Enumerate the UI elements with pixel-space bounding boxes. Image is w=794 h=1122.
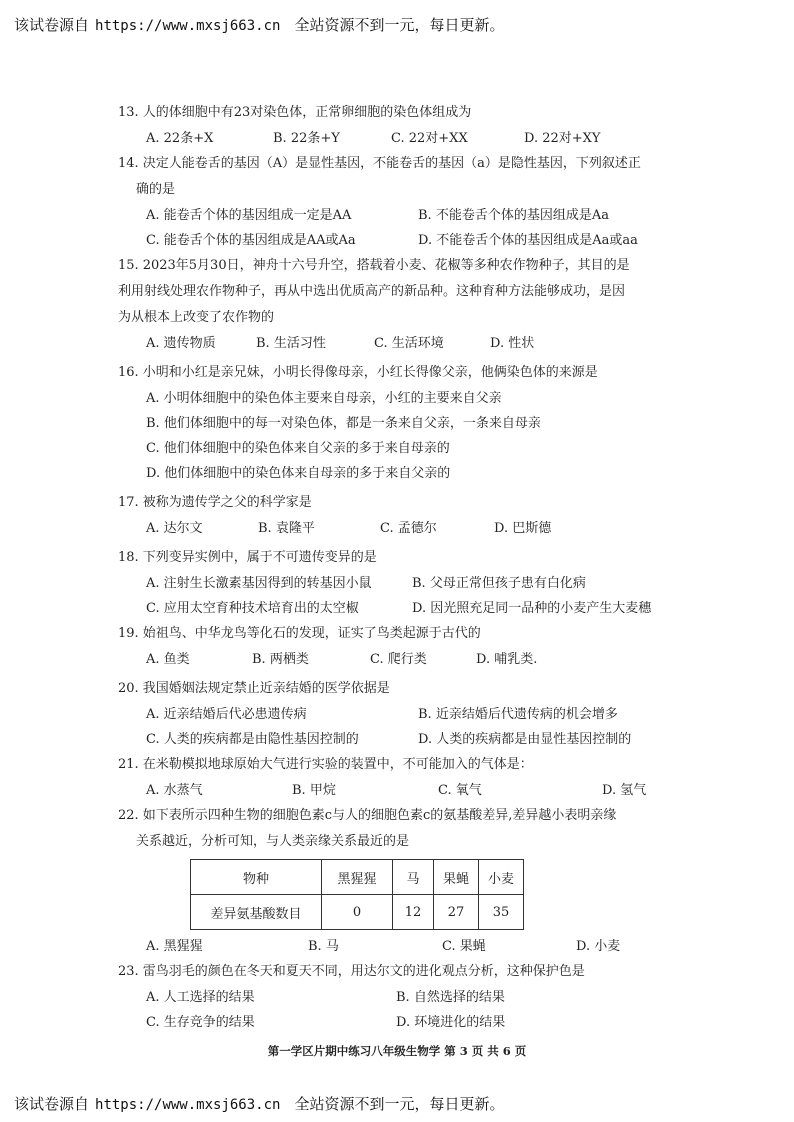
table-cell: 27 xyxy=(434,895,479,930)
table-cell: 差异氨基酸数目 xyxy=(191,895,322,930)
option-d: D. 他们体细胞中的染色体来自母亲的多于来自父亲的 xyxy=(146,466,451,481)
option-c: C. 人类的疾病都是由隐性基因控制的 xyxy=(146,732,359,747)
option-a: A. 小明体细胞中的染色体主要来自母亲，小红的主要来自父亲 xyxy=(146,391,502,406)
option-c: C. 孟德尔 xyxy=(380,521,437,536)
option-a: A. 人工选择的结果 xyxy=(146,990,255,1005)
question-stem: 下列变异实例中，属于不可遗传变异的是 xyxy=(142,550,377,565)
options-row xyxy=(118,596,690,621)
options-row xyxy=(118,516,690,541)
source-banner-bottom xyxy=(14,1093,504,1114)
question-number: 16. xyxy=(118,365,139,380)
question-stem-cont: 为从根本上改变了农作物的 xyxy=(118,310,275,325)
options-row xyxy=(118,126,690,151)
question-stem: 我国婚姻法规定禁止近亲结婚的医学依据是 xyxy=(142,681,390,696)
options-row xyxy=(118,727,690,752)
options-row xyxy=(118,647,690,672)
question-13 xyxy=(118,100,690,151)
option-d: D. 人类的疾病都是由显性基因控制的 xyxy=(418,732,632,747)
option-d: D. 小麦 xyxy=(576,939,621,954)
option-b: B. 生活习性 xyxy=(256,336,326,351)
source-banner-top xyxy=(14,14,504,35)
option-d: D. 因光照充足同一品种的小麦产生大麦穗 xyxy=(412,601,652,616)
options-row xyxy=(118,411,690,436)
option-d: D. 性状 xyxy=(490,336,535,351)
option-b: B. 近亲结婚后代遗传病的机会增多 xyxy=(418,707,618,722)
question-number: 17. xyxy=(118,495,139,510)
option-b: B. 22条+Y xyxy=(273,131,340,146)
question-stem: 被称为遗传学之父的科学家是 xyxy=(142,495,312,510)
option-d: D. 环境进化的结果 xyxy=(396,1015,506,1030)
table-cell: 果蝇 xyxy=(434,860,479,895)
table-row xyxy=(191,895,524,930)
page-footer: 第一学区片期中练习八年级生物学 第 3 页 共 6 页 xyxy=(267,1044,527,1058)
banner-slogan: 全站资源不到一元，每日更新。 xyxy=(294,1095,505,1113)
option-c: C. 氧气 xyxy=(438,783,482,798)
options-row xyxy=(118,386,690,411)
option-d: D. 22对+XY xyxy=(524,131,601,146)
banner-url[interactable]: https://www.mxsj663.cn xyxy=(95,1097,281,1113)
question-number: 23. xyxy=(118,964,139,979)
option-c: C. 爬行类 xyxy=(370,652,427,667)
option-d: D. 哺乳类. xyxy=(476,652,538,667)
option-a: A. 22条+X xyxy=(146,131,214,146)
option-b: B. 自然选择的结果 xyxy=(396,990,505,1005)
banner-text: 该试卷源自 xyxy=(14,1095,90,1113)
option-a: A. 近亲结婚后代必患遗传病 xyxy=(146,707,307,722)
options-row xyxy=(118,461,690,486)
option-d: D. 不能卷舌个体的基因组成是Aa或aa xyxy=(418,233,638,248)
options-row xyxy=(118,203,690,228)
options-row xyxy=(118,934,690,959)
question-number: 18. xyxy=(118,550,139,565)
question-20 xyxy=(118,676,690,752)
question-16 xyxy=(118,360,690,486)
question-stem: 2023年5月30日，神舟十六号升空，搭载着小麦、花椒等多种农作物种子，其目的是 xyxy=(142,258,630,273)
question-21 xyxy=(118,752,690,803)
question-stem: 决定人能卷舌的基因（A）是显性基因，不能卷舌的基因（a）是隐性基因，下列叙述正 xyxy=(142,156,641,171)
table-cell: 黑猩猩 xyxy=(322,860,393,895)
option-c: C. 能卷舌个体的基因组成是AA或Aa xyxy=(146,233,356,248)
question-number: 19. xyxy=(118,626,139,641)
question-23 xyxy=(118,959,690,1035)
question-stem: 人的体细胞中有23对染色体，正常卵细胞的染色体组成为 xyxy=(142,105,472,120)
option-d: D. 氢气 xyxy=(602,783,647,798)
option-a: A. 注射生长激素基因得到的转基因小鼠 xyxy=(146,576,372,591)
question-list xyxy=(118,100,690,1035)
question-stem: 始祖鸟、中华龙鸟等化石的发现，证实了鸟类起源于古代的 xyxy=(142,626,481,641)
banner-text: 该试卷源自 xyxy=(14,16,90,34)
banner-slogan: 全站资源不到一元，每日更新。 xyxy=(294,16,505,34)
options-row xyxy=(118,331,690,356)
options-row xyxy=(118,571,690,596)
table-cell: 12 xyxy=(393,895,434,930)
question-14 xyxy=(118,151,690,253)
question-18 xyxy=(118,545,690,621)
option-b: B. 他们体细胞中的每一对染色体，都是一条来自父亲，一条来自母亲 xyxy=(146,416,541,431)
question-number: 21. xyxy=(118,757,139,772)
question-stem: 如下表所示四种生物的细胞色素c与人的细胞色素c的氨基酸差异,差异越小表明亲缘 xyxy=(142,808,617,823)
question-number: 22. xyxy=(118,808,139,823)
option-b: B. 马 xyxy=(308,939,339,954)
options-row xyxy=(118,778,690,803)
options-row xyxy=(118,702,690,727)
option-c: C. 生存竞争的结果 xyxy=(146,1015,255,1030)
option-b: B. 不能卷舌个体的基因组成是Aa xyxy=(418,208,609,223)
option-a: A. 水蒸气 xyxy=(146,783,203,798)
question-stem: 在米勒模拟地球原始大气进行实验的装置中，不可能加入的气体是： xyxy=(142,757,533,772)
question-17 xyxy=(118,490,690,541)
table-cell: 0 xyxy=(322,895,393,930)
option-b: B. 甲烷 xyxy=(292,783,336,798)
option-b: B. 袁隆平 xyxy=(258,521,315,536)
option-a: A. 遗传物质 xyxy=(146,336,216,351)
table-cell: 物种 xyxy=(191,860,322,895)
option-c: C. 果蝇 xyxy=(442,939,486,954)
option-c: C. 22对+XX xyxy=(391,131,468,146)
amino-acid-table xyxy=(190,859,524,930)
table-cell: 小麦 xyxy=(479,860,524,895)
question-number: 13. xyxy=(118,105,139,120)
option-b: B. 两栖类 xyxy=(252,652,309,667)
option-a: A. 黑猩猩 xyxy=(146,939,203,954)
question-22 xyxy=(118,803,690,959)
question-stem-cont: 确的是 xyxy=(136,182,176,197)
option-b: B. 父母正常但孩子患有白化病 xyxy=(412,576,586,591)
options-row xyxy=(118,1010,690,1035)
option-d: D. 巴斯德 xyxy=(494,521,552,536)
question-stem-cont: 利用射线处理农作物种子，再从中选出优质高产的新品种。这种育种方法能够成功，是因 xyxy=(118,284,626,299)
question-number: 15. xyxy=(118,258,139,273)
table-cell: 马 xyxy=(393,860,434,895)
option-c: C. 应用太空育种技术培育出的太空椒 xyxy=(146,601,359,616)
options-row xyxy=(118,436,690,461)
option-c: C. 生活环境 xyxy=(374,336,444,351)
options-row xyxy=(118,228,690,253)
options-row xyxy=(118,985,690,1010)
table-cell: 35 xyxy=(479,895,524,930)
question-number: 20. xyxy=(118,681,139,696)
question-15 xyxy=(118,253,690,356)
question-stem-cont: 关系越近，分析可知，与人类亲缘关系最近的是 xyxy=(136,834,410,849)
table-header-row xyxy=(191,860,524,895)
banner-url[interactable]: https://www.mxsj663.cn xyxy=(95,18,281,34)
option-a: A. 达尔文 xyxy=(146,521,203,536)
option-a: A. 能卷舌个体的基因组成一定是AA xyxy=(146,208,352,223)
question-stem: 小明和小红是亲兄妹，小明长得像母亲，小红长得像父亲，他俩染色体的来源是 xyxy=(142,365,598,380)
option-a: A. 鱼类 xyxy=(146,652,190,667)
question-number: 14. xyxy=(118,156,139,171)
question-19 xyxy=(118,621,690,672)
question-stem: 雷鸟羽毛的颜色在冬天和夏天不同，用达尔文的进化观点分析，这种保护色是 xyxy=(142,964,585,979)
option-c: C. 他们体细胞中的染色体来自父亲的多于来自母亲的 xyxy=(146,441,450,456)
